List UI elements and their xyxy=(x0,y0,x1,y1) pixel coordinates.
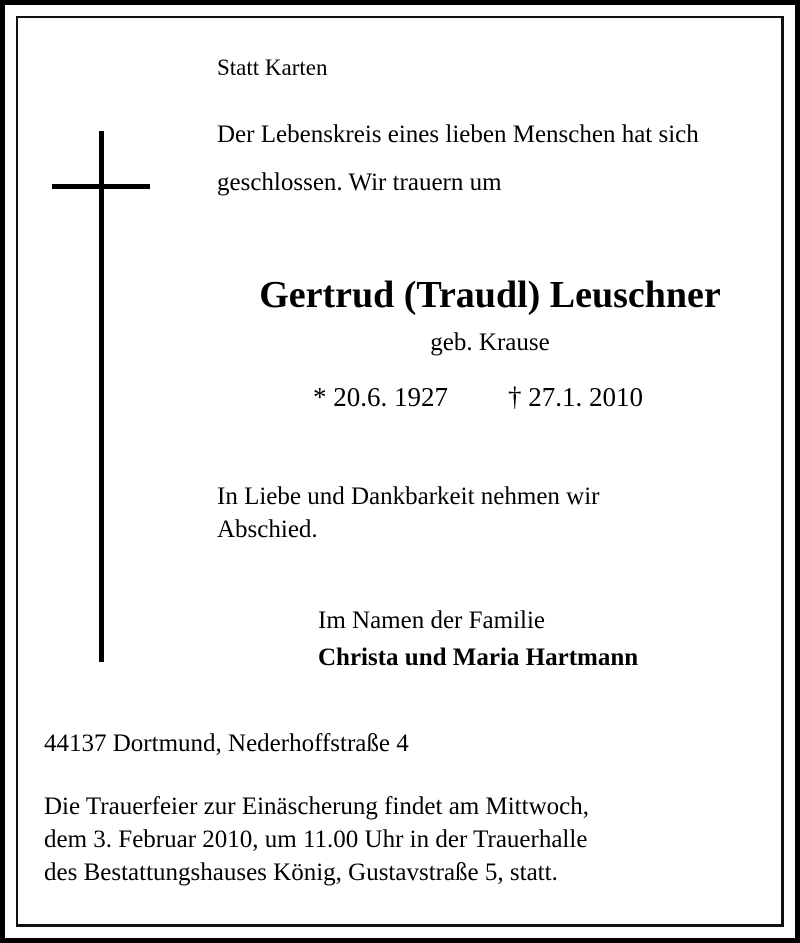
intro-line-2: geschlossen. Wir trauern um xyxy=(217,169,502,196)
death-date: † 27.1. 2010 xyxy=(508,382,643,412)
farewell-line-2: Abschied. xyxy=(217,516,318,543)
family-intro: Im Namen der Familie xyxy=(318,607,546,634)
service-line-2: dem 3. Februar 2010, um 11.00 Uhr in der Trauerhalle xyxy=(44,826,588,853)
service-line-1: Die Trauerfeier zur Einäscherung findet am Mittwoch, xyxy=(44,793,589,820)
maiden-name: geb. Krause xyxy=(430,329,550,356)
service-details xyxy=(44,790,764,889)
header-text: Statt Karten xyxy=(217,55,328,80)
family-names: Christa und Maria Hartmann xyxy=(318,644,639,671)
farewell-text xyxy=(217,480,737,546)
deceased-name: Gertrud (Traudl) Leuschner xyxy=(259,274,721,316)
farewell-line-1: In Liebe und Dankbarkeit nehmen wir xyxy=(217,483,600,510)
address: 44137 Dortmund, Nederhoffstraße 4 xyxy=(44,730,409,757)
birth-date: * 20.6. 1927 xyxy=(313,382,448,412)
cross-vertical-bar xyxy=(99,131,104,662)
service-line-3: des Bestattungshauses König, Gustavstraße 5, statt. xyxy=(44,859,558,886)
deceased-name-block xyxy=(200,276,780,314)
cross-horizontal-bar xyxy=(52,184,150,189)
intro-line-1: Der Lebenskreis eines lieben Menschen hat sich xyxy=(217,121,699,148)
